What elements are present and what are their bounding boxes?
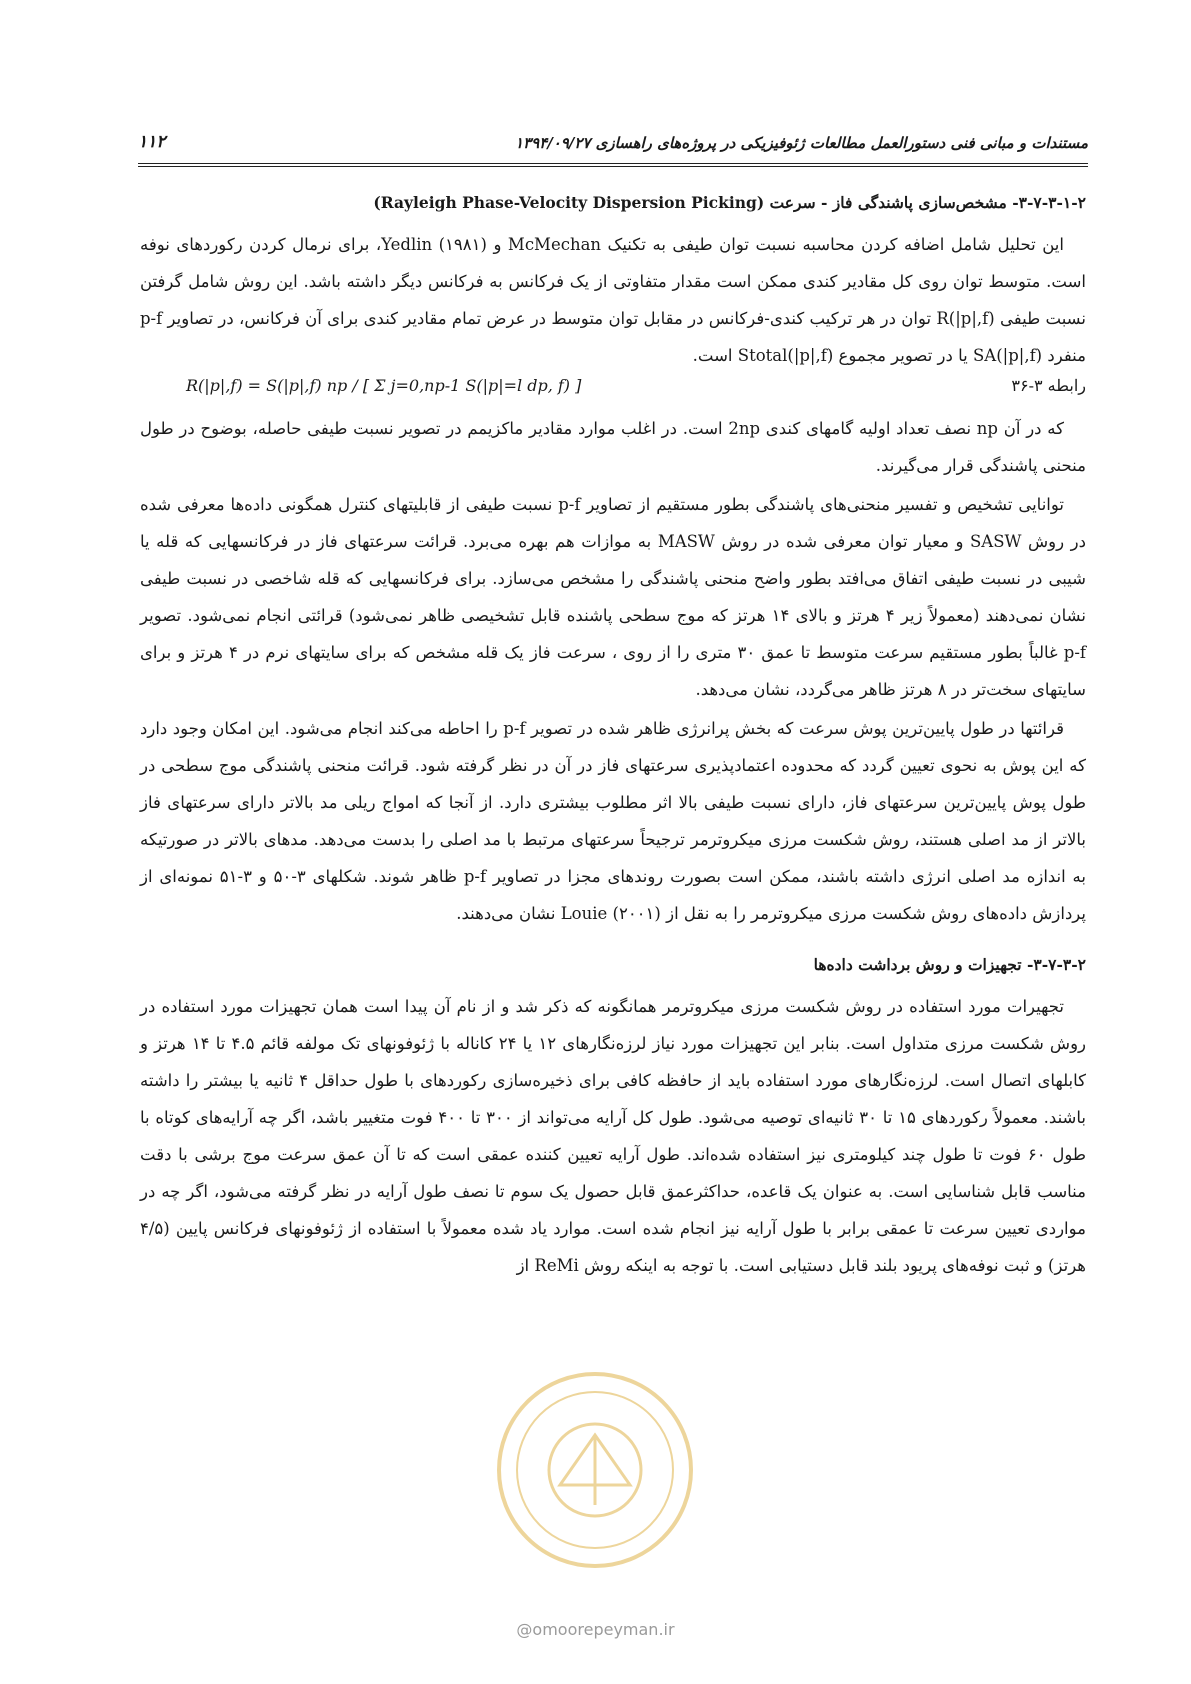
- paragraph: که در آن np نصف تعداد اولیه گامهای کندی 2np است. در اغلب موارد مقادیر ماکزیمم در تصویر نسبت طیفی حاصله، بوضوح در طول منحنی پاشندگی قرار می‌گیرند.: [140, 419, 1086, 475]
- watermark-text: @omoorepeyman.ir: [516, 1620, 675, 1639]
- header-rule: [138, 163, 1088, 167]
- section-heading-equipment: ۳-۷-۳-۲- تجهیزات و روش برداشت داده‌ها: [813, 955, 1086, 974]
- running-title: مستندات و مبانی فنی دستورالعمل مطالعات ژئوفیزیکی در پروژه‌های راهسازی ۱۳۹۴/۰۹/۲۷: [514, 134, 1088, 152]
- paragraph: قرائتها در طول پایین‌ترین پوش سرعت که بخش پرانرژی ظاهر شده در تصویر p-f را احاطه می‌کند انجام می‌شود. این امکان وجود دارد که این پوش به نحوی تعیین گردد که محدوده اعتمادپذیری سرعتهای فاز در آن در نظر گرفته شود. قرائت منحنی پاشندگی موج سطحی در طول پوش پایین‌ترین سرعتهای فاز، دارای نسبت طیفی بالا اثر مطلوب بیشتری دارد. از آنجا که امواج ریلی مد بالاتر دارای سرعتهای فاز بالاتر از مد اصلی هستند، روش شکست مرزی میکروترمر ترجیحاً سرعتهای مرتبط با مد اصلی را بدست می‌دهد. مدهای بالاتر در صورتیکه به اندازه مد اصلی انرژی داشته باشند، ممکن است بصورت روندهای مجزا در تصاویر p-f ظاهر شوند. شکلهای ۳-۵۰ و ۳-۵۱ نمونه‌ای از پردازش داده‌های روش شکست مرزی میکروترمر را به نقل از Louie (۲۰۰۱) نشان می‌دهند.: [140, 719, 1086, 923]
- equation-label: رابطه ۳-۳۶: [1011, 376, 1086, 395]
- section-heading-dispersion-picking: ۳-۷-۳-۱-۲- مشخص‌سازی پاشندگی فاز - سرعت (Rayleigh Phase-Velocity Dispersion Picking): [373, 193, 1086, 212]
- page-body: [140, 190, 1086, 1286]
- equation-block: [140, 376, 1086, 408]
- paragraph: تجهیرات مورد استفاده در روش شکست مرزی میکروترمر همانگونه که ذکر شد و از نام آن پیدا است همان تجهیزات مورد استفاده در روش شکست مرزی متداول است. بنابر این تجهیزات مورد نیاز لرزه‌نگارهای ۱۲ یا ۲۴ کاناله با ژئوفونهای تک مولفه قائم ۴.۵ تا ۱۴ هرتز و کابلهای اتصال است. لرزه‌نگارهای مورد استفاده باید از حافظه کافی برای ذخیره‌سازی رکوردهای با طول حداقل ۴ ثانیه یا بیشتر را داشته باشند. معمولاً رکوردهای ۱۵ تا ۳۰ ثانیه‌ای توصیه می‌شود. طول کل آرایه می‌تواند از ۳۰۰ تا ۴۰۰ فوت متغییر باشد، اگر چه آرایه‌های کوتاه با طول ۶۰ فوت تا طول چند کیلومتری نیز استفاده شده‌اند. طول آرایه تعیین کننده عمقی است که تا آن عمق سرعت موج برشی با دقت مناسب قابل شناسایی است. به عنوان یک قاعده، حداکثرعمق قابل حصول یک سوم تا نصف طول آرایه در نظر گرفته می‌شود، اگر چه در مواردی تعیین سرعت تا عمقی برابر با طول آرایه نیز انجام شده است. موارد یاد شده معمولاً با استفاده از ژئوفونهای فرکانس پایین (۴/۵ هرتز) و ثبت نوفه‌های پریود بلند قابل دستیابی است. با توجه به اینکه روش ReMi از: [140, 997, 1087, 1275]
- paragraph: توانایی تشخیص و تفسیر منحنی‌های پاشندگی بطور مستقیم از تصاویر p-f نسبت طیفی از قابلیتهای کنترل همگونی داده‌ها معرفی شده در روش SASW و معیار توان معرفی شده در روش MASW به موازات هم بهره می‌برد. قرائت سرعتهای فاز در فرکانسهایی که قله یا شیبی در نسبت طیفی اتفاق می‌افتد بطور واضح منحنی پاشندگی را مشخص می‌سازد. برای فرکانسهایی که قله شاخصی در نسبت طیفی نشان نمی‌دهند (معمولاً زیر ۴ هرتز و بالای ۱۴ هرتز که موج سطحی پاشنده قابل تشخیصی ظاهر نمی‌شود) قرائتی انجام نمی‌شود. تصویر p-f غالباً بطور مستقیم سرعت متوسط تا عمق ۳۰ متری را از روی ، سرعت فاز یک قله مشخص که برای سایتهای نرم در ۴ هرتز و برای سایتهای سخت‌تر در ۸ هرتز ظاهر می‌گردد، نشان می‌دهد.: [140, 495, 1087, 699]
- seal-stamp-icon: [490, 1365, 700, 1575]
- page-header: [138, 128, 1088, 162]
- paragraph: این تحلیل شامل اضافه کردن محاسبه نسبت توان طیفی به تکنیک McMechan و Yedlin (۱۹۸۱)، برای نرمال کردن رکوردهای نوفه است. متوسط توان روی کل مقادیر کندی ممکن است مقدار متفاوتی از یک فرکانس به فرکانس دیگر داشته باشد. این روش شامل گرفتن نسبت طیفی R(|p|,f) توان در هر ترکیب کندی-فرکانس در مقابل توان متوسط در عرض تمام مقادیر کندی برای آن فرکانس، در تصاویر p-f منفرد SA(|p|,f) یا در تصویر مجموع Stotal(|p|,f) است.: [140, 235, 1086, 365]
- section-gap: [140, 934, 1086, 952]
- page-number: ۱۱۲: [138, 132, 166, 152]
- equation-formula: R(|p|,f) = S(|p|,f) np / [ Σ j=0,np-1 S(|p|=l dp, f) ]: [186, 376, 582, 395]
